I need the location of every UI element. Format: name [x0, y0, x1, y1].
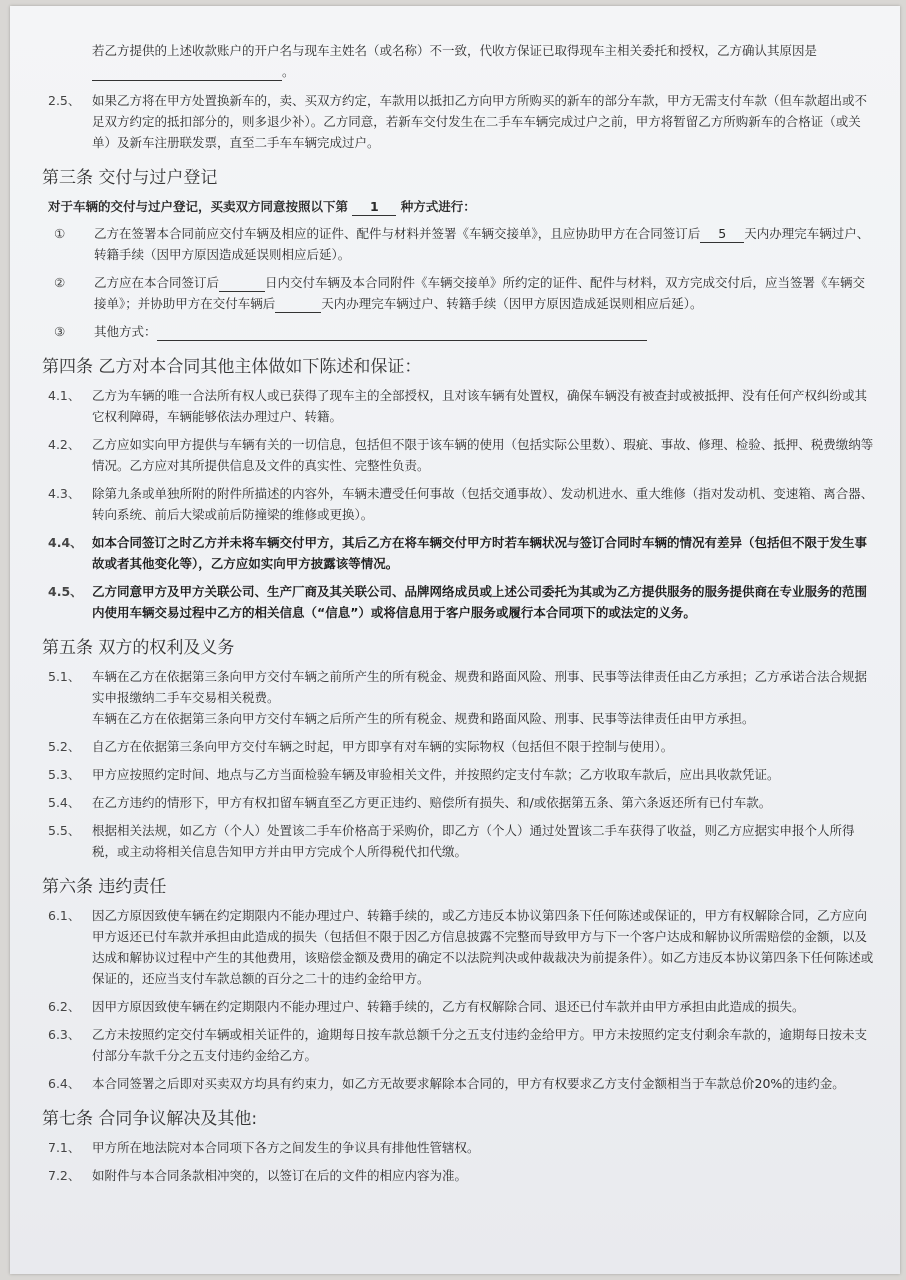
clause-4-4 [48, 532, 874, 574]
clause-number: 5.1、 [48, 669, 81, 684]
days-blank: 5 [700, 226, 744, 243]
section-4-title: 第四条 乙方对本合同其他主体做如下陈述和保证： [42, 357, 422, 377]
clause-number: 4.3、 [48, 486, 81, 501]
clause-number: 5.3、 [48, 767, 81, 782]
intro-text-end: 种方式进行： [400, 199, 476, 214]
clause-text: 自乙方在依据第三条向甲方交付车辆之时起，甲方即享有对车辆的实际物权（包括但不限于控制与使用）。 [92, 739, 674, 754]
clause-text [92, 666, 874, 729]
clause-text: 乙方未按照约定交付车辆或相关证件的，逾期每日按车款总额千分之五支付违约金给甲方。甲方未按照约定支付剩余车款的，逾期每日按未支付部分车款千分之五支付违约金给乙方。 [92, 1027, 868, 1063]
clause-text: 本合同签署之后即对买卖双方均具有约束力，如乙方无故要求解除本合同的，甲方有权要求乙方支付金额相当于车款总价20%的违约金。 [92, 1076, 845, 1091]
clause-4-3 [48, 483, 874, 525]
clause-text: 甲方所在地法院对本合同项下各方之间发生的争议具有排他性管辖权。 [92, 1140, 480, 1155]
clause-text: 在乙方违约的情形下，甲方有权扣留车辆直至乙方更正违约、赔偿所有损失、和/或依据第五条、第六条返还所有已付车款。 [92, 795, 772, 810]
method-number-blank: 1 [352, 199, 396, 216]
clause-7-2 [48, 1165, 874, 1186]
clause-text: 乙方同意甲方及甲方关联公司、生产厂商及其关联公司、品牌网络成员或上述公司委托为其或为乙方提供服务的服务提供商在专业服务的范围内使用车辆交易过程中乙方的相关信息（“信息”）或将信息用于客户服务或履行本合同项下的或法定的义务。 [92, 584, 868, 620]
contract-page [10, 6, 900, 1274]
option-number: ③ [54, 324, 66, 339]
page-content [42, 40, 874, 1193]
option-number: ① [54, 226, 66, 241]
clause-5-1 [48, 666, 874, 729]
delivery-days-blank [219, 275, 265, 292]
clause-text: 如果乙方将在甲方处置换新车的，卖、买双方约定，车款用以抵扣乙方向甲方所购买的新车的部分车款，甲方无需支付车款（但车款超出或不足双方约定的抵扣部分的，则多退少补）。乙方同意，若新车交付发生在二手车车辆完成过户之前，甲方将暂留乙方所购新车的合格证（或关单）及新车注册联发票，直至二手车车辆完成过户。 [92, 93, 868, 150]
clause-text: 乙方应如实向甲方提供与车辆有关的一切信息，包括但不限于该车辆的使用（包括实际公里数）、瑕疵、事故、修理、检验、抵押、税费缴纳等情况。乙方应对其所提供信息及文件的真实性、完整性负责。 [92, 437, 874, 473]
clause-5-4 [48, 792, 874, 813]
clause-number: 6.2、 [48, 999, 81, 1014]
delivery-method-intro [48, 196, 874, 217]
option-text-a: 乙方应在本合同签订后 [94, 275, 220, 290]
clause-text: 根据相关法规，如乙方（个人）处置该二手车价格高于采购价，即乙方（个人）通过处置该二手车获得了收益，则乙方应据实申报个人所得税，或主动将相关信息告知甲方并由甲方完成个人所得税代扣代缴。 [92, 823, 855, 859]
clause-6-4 [48, 1073, 874, 1094]
section-7-title: 第七条 合同争议解决及其他: [42, 1109, 258, 1129]
clause-text-line-2: 车辆在乙方在依据第三条向甲方交付车辆之后所产生的所有税金、规费和路面风险、刑事、民事等法律责任由甲方承担。 [92, 711, 755, 726]
clause-number: 7.2、 [48, 1168, 81, 1183]
clause-2-5 [48, 90, 874, 153]
section-6-title: 第六条 违约责任 [42, 877, 167, 897]
option-text [94, 321, 874, 342]
clause-text: 如附件与本合同条款相冲突的，以签订在后的文件的相应内容为准。 [92, 1168, 468, 1183]
transfer-days-blank [275, 296, 321, 313]
clause-number: 5.5、 [48, 823, 81, 838]
clause-6-2 [48, 996, 874, 1017]
clause-5-3 [48, 764, 874, 785]
section-5-title: 第五条 双方的权利及义务 [42, 638, 235, 658]
clause-text: 如本合同签订之时乙方并未将车辆交付甲方，其后乙方在将车辆交付甲方时若车辆状况与签订合同时车辆的情况有差异（包括但不限于发生事故或者其他变化等），乙方应如实向甲方披露该等情况。 [92, 535, 868, 571]
clause-text: 乙方为车辆的唯一合法所有权人或已获得了现车主的全部授权，且对该车辆有处置权，确保车辆没有被查封或被抵押、没有任何产权纠纷或其它权利障碍，车辆能够依法办理过户、转籍。 [92, 388, 868, 424]
clause-5-2 [48, 736, 874, 757]
clause-6-1 [48, 905, 874, 989]
clause-number: 7.1、 [48, 1140, 81, 1155]
option-text-a: 其他方式： [94, 324, 157, 339]
clause-6-3 [48, 1024, 874, 1066]
clause-4-2 [48, 434, 874, 476]
option-text-b: 天内办理完车辆过户、转籍手续（因甲方原因造成延误则相应后延）。 [94, 226, 870, 262]
clause-5-5 [48, 820, 874, 862]
option-text-c: 天内办理完车辆过户、转籍手续（因甲方原因造成延误则相应后延）。 [321, 296, 703, 311]
option-text [94, 223, 874, 265]
section-3-title: 第三条 交付与过户登记 [42, 168, 218, 188]
delivery-option-2 [48, 272, 874, 314]
delivery-option-1 [48, 223, 874, 265]
clause-text: 除第九条或单独所附的附件所描述的内容外，车辆未遭受任何事故（包括交通事故）、发动机进水、重大维修（指对发动机、变速箱、离合器、转向系统、前后大梁或前后防撞梁的维修或更换）。 [92, 486, 874, 522]
clause-number: 2.5、 [48, 93, 81, 108]
clause-number: 4.2、 [48, 437, 81, 452]
receiver-account-paragraph [48, 40, 874, 82]
option-number: ② [54, 275, 66, 290]
clause-text-line-1: 车辆在乙方在依据第三条向甲方交付车辆之前所产生的所有税金、规费和路面风险、刑事、民事等法律责任由乙方承担；乙方承诺合法合规据实申报缴纳二手车交易相关税费。 [92, 669, 868, 705]
clause-4-1 [48, 385, 874, 427]
paragraph-end: 。 [282, 64, 295, 79]
option-text-a: 乙方在签署本合同前应交付车辆及相应的证件、配件与材料并签署《车辆交接单》，且应协助甲方在合同签订后 [94, 226, 701, 241]
clause-number: 6.4、 [48, 1076, 81, 1091]
clause-4-5 [48, 581, 874, 623]
reason-blank [92, 64, 282, 81]
clause-number: 5.2、 [48, 739, 81, 754]
option-text [94, 272, 874, 314]
intro-text: 对于车辆的交付与过户登记，买卖双方同意按照以下第 [48, 199, 349, 214]
other-method-blank [157, 324, 647, 341]
clause-number: 4.4、 [48, 535, 83, 550]
clause-number: 6.3、 [48, 1027, 81, 1042]
delivery-option-3 [48, 321, 874, 342]
paragraph-text: 若乙方提供的上述收款账户的开户名与现车主姓名（或名称）不一致，代收方保证已取得现车主相关委托和授权，乙方确认其原因是 [92, 43, 818, 58]
clause-number: 4.5、 [48, 584, 83, 599]
option-text-b: 日内交付车辆及本合同附件《车辆交接单》所约定的证件、配件与材料，双方完成交付后，应当签署《车辆交接单》；并协助甲方在交付车辆后 [94, 275, 866, 311]
clause-7-1 [48, 1137, 874, 1158]
clause-text: 因乙方原因致使车辆在约定期限内不能办理过户、转籍手续的，或乙方违反本协议第四条下任何陈述或保证的，甲方有权解除合同，乙方应向甲方返还已付车款并承担由此造成的损失（包括但不限于因乙方信息披露不完整而导致甲方与下一个客户达成和解协议所需赔偿的金额，以及达成和解协议过程中产生的其他费用，该赔偿金额及费用的确定不以法院判决或仲裁裁决为前提条件）。如乙方违反本协议第四条下任何陈述或保证的，还应当支付车款总额的百分之二十的违约金给甲方。 [92, 908, 874, 986]
clause-number: 4.1、 [48, 388, 81, 403]
clause-number: 6.1、 [48, 908, 81, 923]
clause-text: 因甲方原因致使车辆在约定期限内不能办理过户、转籍手续的，乙方有权解除合同、退还已付车款并由甲方承担由此造成的损失。 [92, 999, 805, 1014]
clause-number: 5.4、 [48, 795, 81, 810]
clause-text: 甲方应按照约定时间、地点与乙方当面检验车辆及审验相关文件，并按照约定支付车款；乙方收取车款后，应出具收款凭证。 [92, 767, 780, 782]
